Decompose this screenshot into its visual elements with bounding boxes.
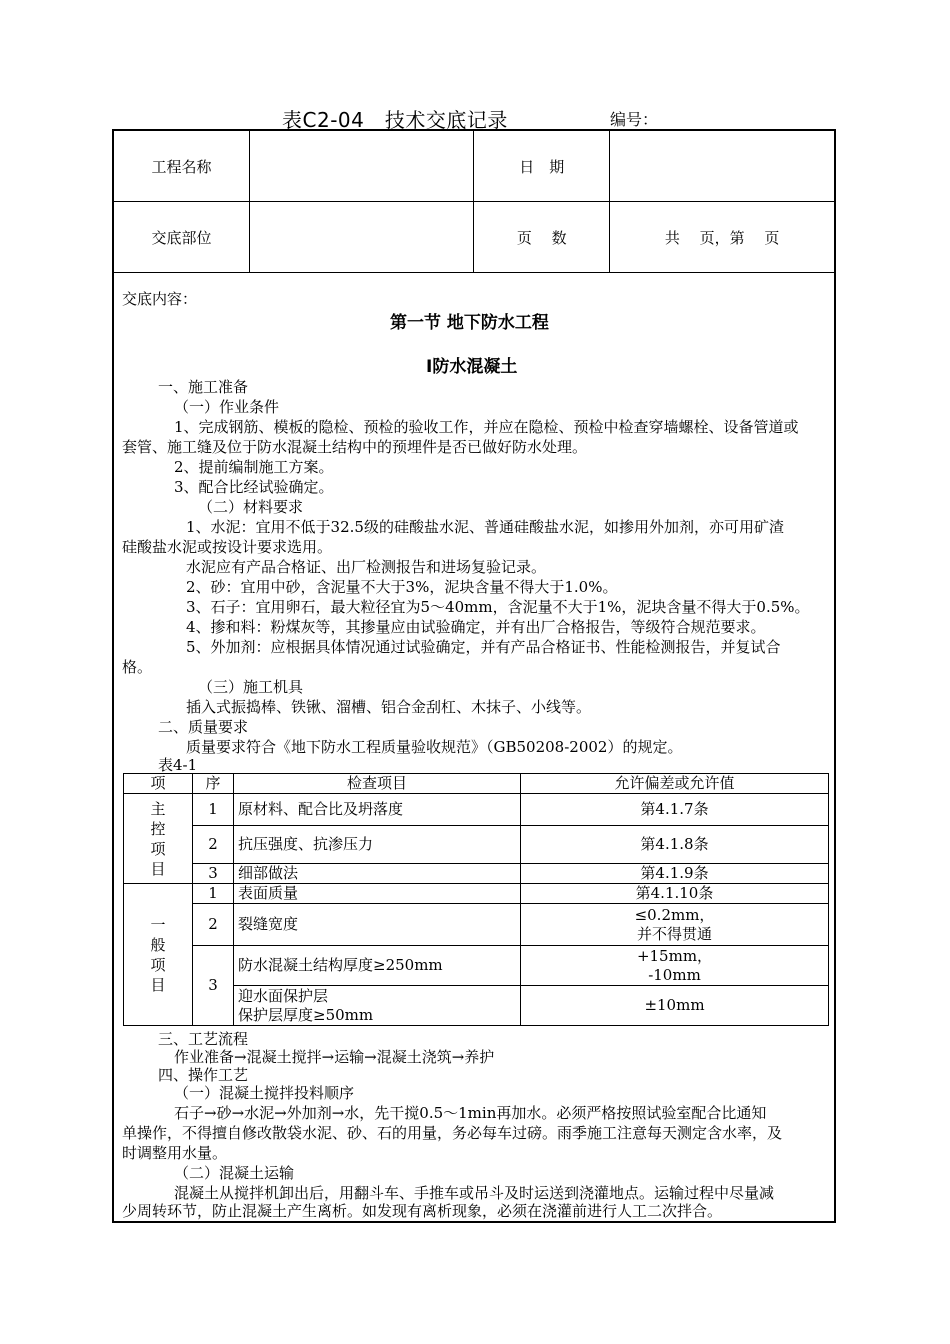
- qt-item: 防水混凝土结构厚度≥250mm: [234, 946, 521, 986]
- text-line: 3、石子：宜用卵石，最大粒径宜为5～40mm，含泥量不大于1%，泥块含量不得大于0.5%。: [186, 598, 810, 616]
- text-line: 2、砂：宜用中砂，含泥量不大于3%，泥块含量不得大于1.0%。: [186, 578, 618, 596]
- text-line: （一）混凝土搅拌投料顺序: [174, 1084, 355, 1102]
- document-title: 表C2-04 技术交底记录: [282, 108, 508, 132]
- pages-value: 共 页，第 页: [610, 202, 834, 273]
- qt-header-group: 项: [124, 774, 193, 794]
- text-line: 时调整用水量。: [122, 1144, 228, 1162]
- qt-value: 第4.1.8条: [521, 826, 829, 864]
- text-line: 少周转环节，防止混凝土产生离析。如发现有离析现象，必须在浇灌前进行人工二次拌合。: [122, 1202, 723, 1220]
- qt-value: [521, 946, 829, 986]
- text-line: 单操作，不得擅自修改散袋水泥、砂、石的用量，务必每车过磅。雨季施工注意每天测定含水率，及: [122, 1124, 783, 1142]
- part-value: [249, 202, 473, 273]
- text-line: （一）作业条件: [174, 398, 280, 416]
- text-line: 水泥应有产品合格证、出厂检测报告和进场复验记录。: [186, 558, 547, 576]
- qt-main-group: [124, 794, 193, 884]
- text-line: 作业准备→混凝土搅拌→运输→混凝土浇筑→养护: [174, 1048, 495, 1066]
- qt-seq: 3: [193, 864, 234, 884]
- qt-item-line: 保护层厚度≥50mm: [238, 1005, 374, 1024]
- text-line: 插入式振捣棒、铁锹、溜槽、铝合金刮杠、木抹子、小线等。: [186, 698, 592, 716]
- qt-value: 第4.1.10条: [521, 884, 829, 904]
- text-line: 3、配合比经试验确定。: [174, 478, 334, 496]
- qt-general-char: 目: [150, 975, 166, 994]
- qt-item: 表面质量: [234, 884, 521, 904]
- text-line: 一、施工准备: [158, 378, 249, 396]
- qt-main-char: 项: [150, 839, 166, 858]
- text-line: 质量要求符合《地下防水工程质量验收规范》（GB50208-2002）的规定。: [186, 738, 683, 756]
- qt-seq: 1: [193, 884, 234, 904]
- table-caption: 表4-1: [158, 756, 198, 774]
- qt-general-group: [124, 884, 193, 1026]
- project-name-value: [249, 131, 473, 202]
- text-line: 硅酸盐水泥或按设计要求选用。: [122, 538, 333, 556]
- qt-item: 原材料、配合比及坍落度: [234, 794, 521, 826]
- text-line: 四、操作工艺: [158, 1066, 249, 1084]
- text-line: （三）施工机具: [198, 678, 304, 696]
- project-name-label: 工程名称: [114, 131, 249, 202]
- text-line: 1、水泥：宜用不低于32.5级的硅酸盐水泥、普通硅酸盐水泥，如掺用外加剂，亦可用矿渣: [186, 518, 784, 536]
- text-line: （二）混凝土运输: [174, 1164, 295, 1182]
- text-line: 5、外加剂：应根据具体情况通过试验确定，并有产品合格证书、性能检测报告，并复试合: [186, 638, 781, 656]
- qt-item: 裂缝宽度: [234, 904, 521, 946]
- qt-general-char: 般: [150, 935, 166, 954]
- qt-value: 第4.1.9条: [521, 864, 829, 884]
- qt-value-line: +15mm，: [636, 946, 713, 965]
- qt-value-line: -10mm: [648, 965, 701, 984]
- title-row: [0, 104, 950, 132]
- qt-seq: 2: [193, 904, 234, 946]
- qt-item: [234, 986, 521, 1026]
- section-title: 第一节 地下防水工程: [390, 313, 549, 333]
- date-value: [610, 131, 834, 202]
- qt-general-char: 项: [150, 955, 166, 974]
- qt-header-item: 检查项目: [234, 774, 521, 794]
- record-frame: [112, 129, 836, 1223]
- qt-item: 抗压强度、抗渗压力: [234, 826, 521, 864]
- qt-seq: 1: [193, 794, 234, 826]
- qt-general-char: 一: [150, 915, 166, 934]
- qt-header-value: 允许偏差或允许值: [521, 774, 829, 794]
- qt-value: ±10mm: [521, 986, 829, 1026]
- text-line: 4、掺和料：粉煤灰等，其掺量应由试验确定，并有出厂合格报告，等级符合规范要求。: [186, 618, 766, 636]
- qt-seq: 2: [193, 826, 234, 864]
- text-line: 石子→砂→水泥→外加剂→水，先干搅0.5～1min再加水。必须严格按照试验室配合比通知: [174, 1104, 767, 1122]
- qt-item: 细部做法: [234, 864, 521, 884]
- qt-seq: 3: [193, 946, 234, 1026]
- qt-value-line: ≤0.2mm，: [634, 905, 715, 924]
- document-number-label: 编号：: [610, 110, 659, 129]
- qt-value: 第4.1.7条: [521, 794, 829, 826]
- content-intro: 交底内容：: [122, 290, 198, 308]
- header-table: [114, 131, 834, 273]
- qt-value: [521, 904, 829, 946]
- qt-main-char: 主: [150, 799, 166, 818]
- pages-label: 页 数: [474, 202, 610, 273]
- qt-main-char: 目: [150, 859, 166, 878]
- qt-item-line: 迎水面保护层: [238, 986, 329, 1005]
- qt-value-line: 并不得贯通: [636, 924, 712, 943]
- text-line: 套管、施工缝及位于防水混凝土结构中的预埋件是否已做好防水处理。: [122, 438, 588, 456]
- text-line: 格。: [122, 658, 153, 676]
- text-line: 2、提前编制施工方案。: [174, 458, 334, 476]
- part-label: 交底部位: [114, 202, 249, 273]
- date-label: 日 期: [474, 131, 610, 202]
- text-line: 三、工艺流程: [158, 1030, 249, 1048]
- quality-table: [123, 773, 829, 1026]
- qt-main-char: 控: [150, 819, 166, 838]
- text-line: 二、质量要求: [158, 718, 249, 736]
- text-line: （二）材料要求: [198, 498, 304, 516]
- text-line: 1、完成钢筋、模板的隐检、预检的验收工作，并应在隐检、预检中检查穿墙螺栓、设备管道或: [174, 418, 799, 436]
- sub-title: Ⅰ防水混凝土: [426, 357, 518, 377]
- text-line: 混凝土从搅拌机卸出后，用翻斗车、手推车或吊斗及时运送到浇灌地点。运输过程中尽量减: [174, 1184, 775, 1202]
- qt-header-seq: 序: [193, 774, 234, 794]
